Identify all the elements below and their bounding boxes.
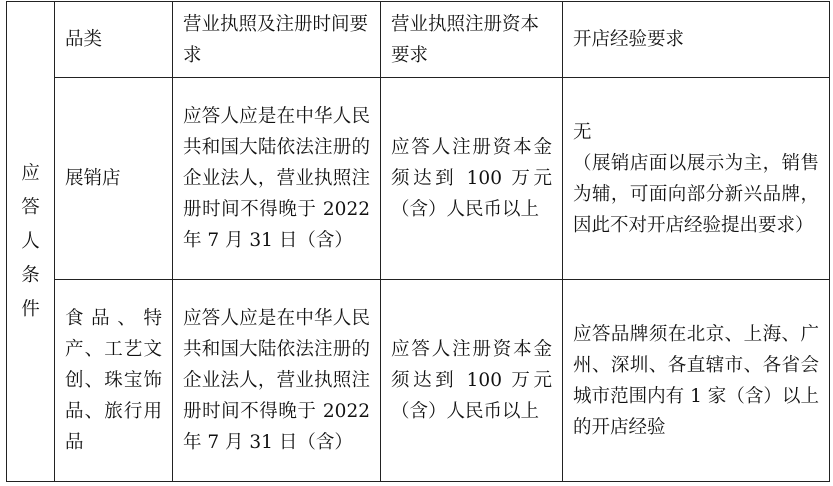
row1-category: 展销店 bbox=[55, 78, 173, 280]
row1-experience-line1: 无 bbox=[573, 121, 592, 143]
requirements-table bbox=[6, 1, 830, 482]
header-row bbox=[7, 2, 830, 78]
row2-license: 应答人应是在中华人民共和国大陆依法注册的企业法人，营业执照注册时间不得晚于 2022 年 7 月 31 日（含） bbox=[173, 280, 381, 482]
side-label-cell bbox=[7, 2, 55, 482]
header-experience: 开店经验要求 bbox=[563, 2, 830, 78]
row1-capital: 应答人注册资本金须达到 100 万元（含）人民币以上 bbox=[381, 78, 563, 280]
row2-experience: 应答品牌须在北京、上海、广州、深圳、各直辖市、各省会城市范围内有 1 家（含）以上的开店经验 bbox=[563, 280, 830, 482]
row1-experience-line2: （展销店面以展示为主，销售为辅，可面向部分新兴品牌，因此不对开店经验提出要求） bbox=[573, 152, 819, 236]
table-row bbox=[7, 280, 830, 482]
row1-experience bbox=[563, 78, 830, 280]
header-license: 营业执照及注册时间要求 bbox=[173, 2, 381, 78]
row2-category: 食品、特产、工艺文创、珠宝饰品、旅行用品 bbox=[55, 280, 173, 482]
side-label: 应答人条件 bbox=[21, 162, 40, 320]
row2-capital: 应答人注册资本金须达到 100 万元（含）人民币以上 bbox=[381, 280, 563, 482]
header-capital: 营业执照注册资本要求 bbox=[381, 2, 563, 78]
header-category: 品类 bbox=[55, 2, 173, 78]
table-row bbox=[7, 78, 830, 280]
row1-license: 应答人应是在中华人民共和国大陆依法注册的企业法人，营业执照注册时间不得晚于 2022 年 7 月 31 日（含） bbox=[173, 78, 381, 280]
